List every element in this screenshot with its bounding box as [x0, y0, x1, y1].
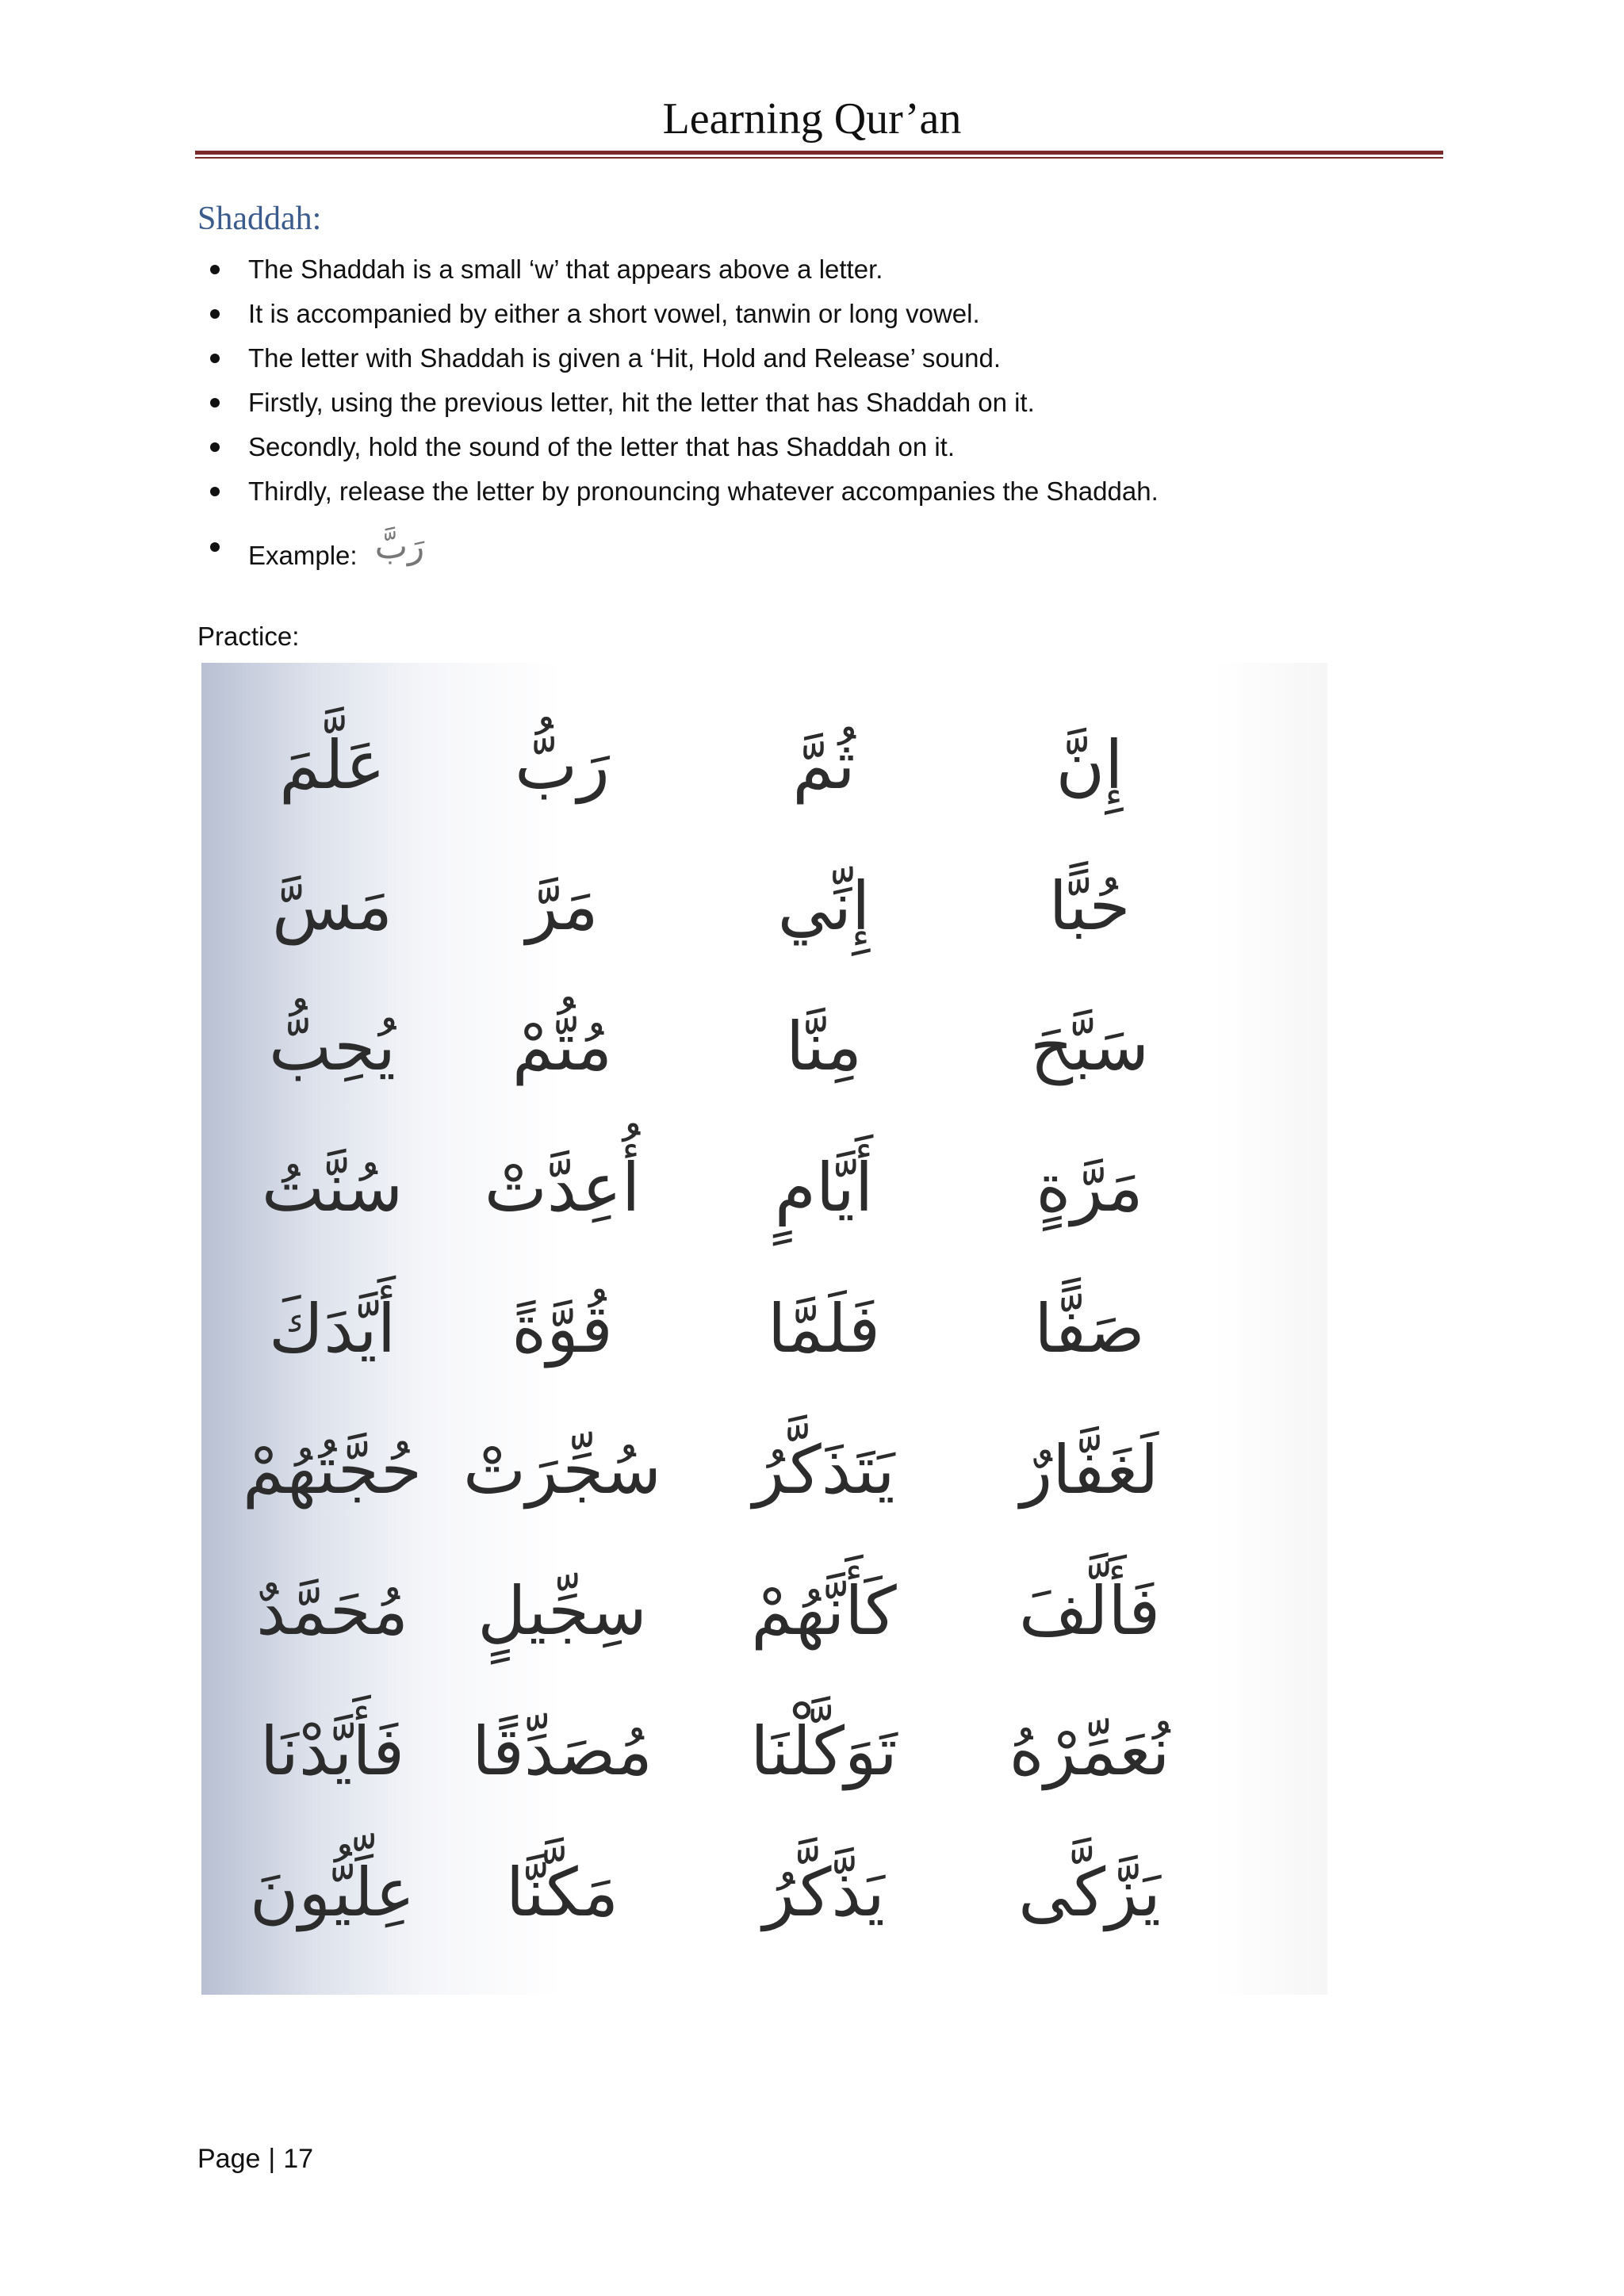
practice-word: عَلَّمَ [279, 725, 385, 804]
practice-word: فَأَيَّدْنَا [259, 1712, 405, 1791]
practice-word: مَرَّ [526, 867, 599, 945]
practice-word: إِنَّ [1055, 725, 1124, 804]
bullet-icon [210, 309, 220, 319]
bullet-icon [210, 354, 220, 363]
practice-word: مُتُّمْ [511, 1008, 613, 1086]
practice-word: نُعَمِّرْهُ [1009, 1712, 1170, 1791]
practice-word: مَسَّ [271, 867, 393, 945]
practice-image-panel [201, 663, 1327, 1995]
practice-word: صَفًّا [1034, 1289, 1145, 1368]
bullet-icon [210, 398, 220, 408]
practice-word: مَرَّةٍ [1036, 1149, 1143, 1227]
bullet-text: Firstly, using the previous letter, hit the letter that has Shaddah on it. [248, 388, 1035, 417]
practice-word: يَزَّكَّى [1018, 1854, 1161, 1932]
practice-word: سِجِّيلٍ [477, 1571, 647, 1650]
practice-word: تَوَكَّلْنَا [750, 1712, 898, 1791]
practice-word: يَتَذَكَّرُ [753, 1430, 895, 1509]
bullet-text: The letter with Shaddah is given a ‘Hit, Hold and Release’ sound. [248, 343, 1001, 373]
practice-word: قُوَّةً [511, 1289, 613, 1368]
bullet-text: It is accompanied by either a short vowel, tanwin or long vowel. [248, 299, 980, 328]
practice-word: إِنِّي [777, 867, 871, 945]
page-header-title: Learning Qur’an [662, 94, 962, 144]
bullet-icon [210, 487, 220, 496]
bullet-item [197, 247, 1482, 292]
bullet-text: The Shaddah is a small ‘w’ that appears above a letter. [248, 254, 883, 284]
bullet-icon [210, 265, 220, 274]
practice-word: رَبُّ [515, 725, 610, 804]
bullet-text: Thirdly, release the letter by pronouncing whatever accompanies the Shaddah. [248, 476, 1159, 506]
page-separator: | [268, 2144, 276, 2174]
practice-word: سُجِّرَتْ [462, 1430, 662, 1509]
bullet-item [197, 425, 1482, 469]
practice-word: مَكَّنَّا [505, 1854, 619, 1932]
practice-word: يَذَّكَّرُ [763, 1854, 885, 1932]
practice-word: حُجَّتُهُمْ [242, 1430, 423, 1509]
page-footer [197, 2144, 313, 2175]
practice-word: مُصَدِّقًا [472, 1712, 653, 1791]
bullet-item [197, 292, 1482, 336]
practice-word: أَيَّامٍ [774, 1149, 874, 1227]
practice-word: سُنَّتُ [261, 1149, 404, 1227]
header-divider [195, 151, 1443, 159]
practice-word: مِنَّا [786, 1008, 862, 1086]
practice-word: مُحَمَّدٌ [256, 1571, 408, 1650]
bullet-item [197, 469, 1482, 514]
bullet-item-example [197, 525, 1482, 572]
bullet-text: Secondly, hold the sound of the letter that has Shaddah on it. [248, 432, 956, 461]
practice-word: سَبَّحَ [1030, 1008, 1149, 1086]
practice-word: فَلَمَّا [767, 1289, 881, 1368]
header-divider-thick [195, 151, 1443, 155]
practice-label: Practice: [197, 622, 300, 651]
page-label: Page [197, 2144, 261, 2174]
practice-word: ثُمَّ [792, 725, 856, 804]
bullet-icon [210, 442, 220, 452]
practice-word: يُحِبُّ [268, 1008, 396, 1086]
example-arabic-word: رَبَّ [374, 526, 425, 567]
practice-word: أُعِدَّتْ [484, 1149, 641, 1227]
practice-word: كَأَنَّهُمْ [751, 1571, 897, 1650]
header-divider-thin [195, 157, 1443, 159]
bullet-item [197, 381, 1482, 425]
bullet-item [197, 336, 1482, 381]
practice-word: عِلِّيُّونَ [249, 1854, 416, 1932]
bullet-list [197, 247, 1482, 572]
section-heading: Shaddah: [197, 201, 322, 237]
example-label: Example: [248, 541, 358, 570]
bullet-icon [210, 542, 220, 552]
practice-word-grid [201, 663, 1327, 1995]
practice-word: فَأَلَّفَ [1018, 1571, 1161, 1650]
page-number: 17 [283, 2144, 314, 2174]
practice-word: أَيَّدَكَ [268, 1289, 396, 1368]
practice-word: حُبًّا [1048, 867, 1131, 945]
practice-word: لَغَفَّارٌ [1020, 1430, 1159, 1509]
